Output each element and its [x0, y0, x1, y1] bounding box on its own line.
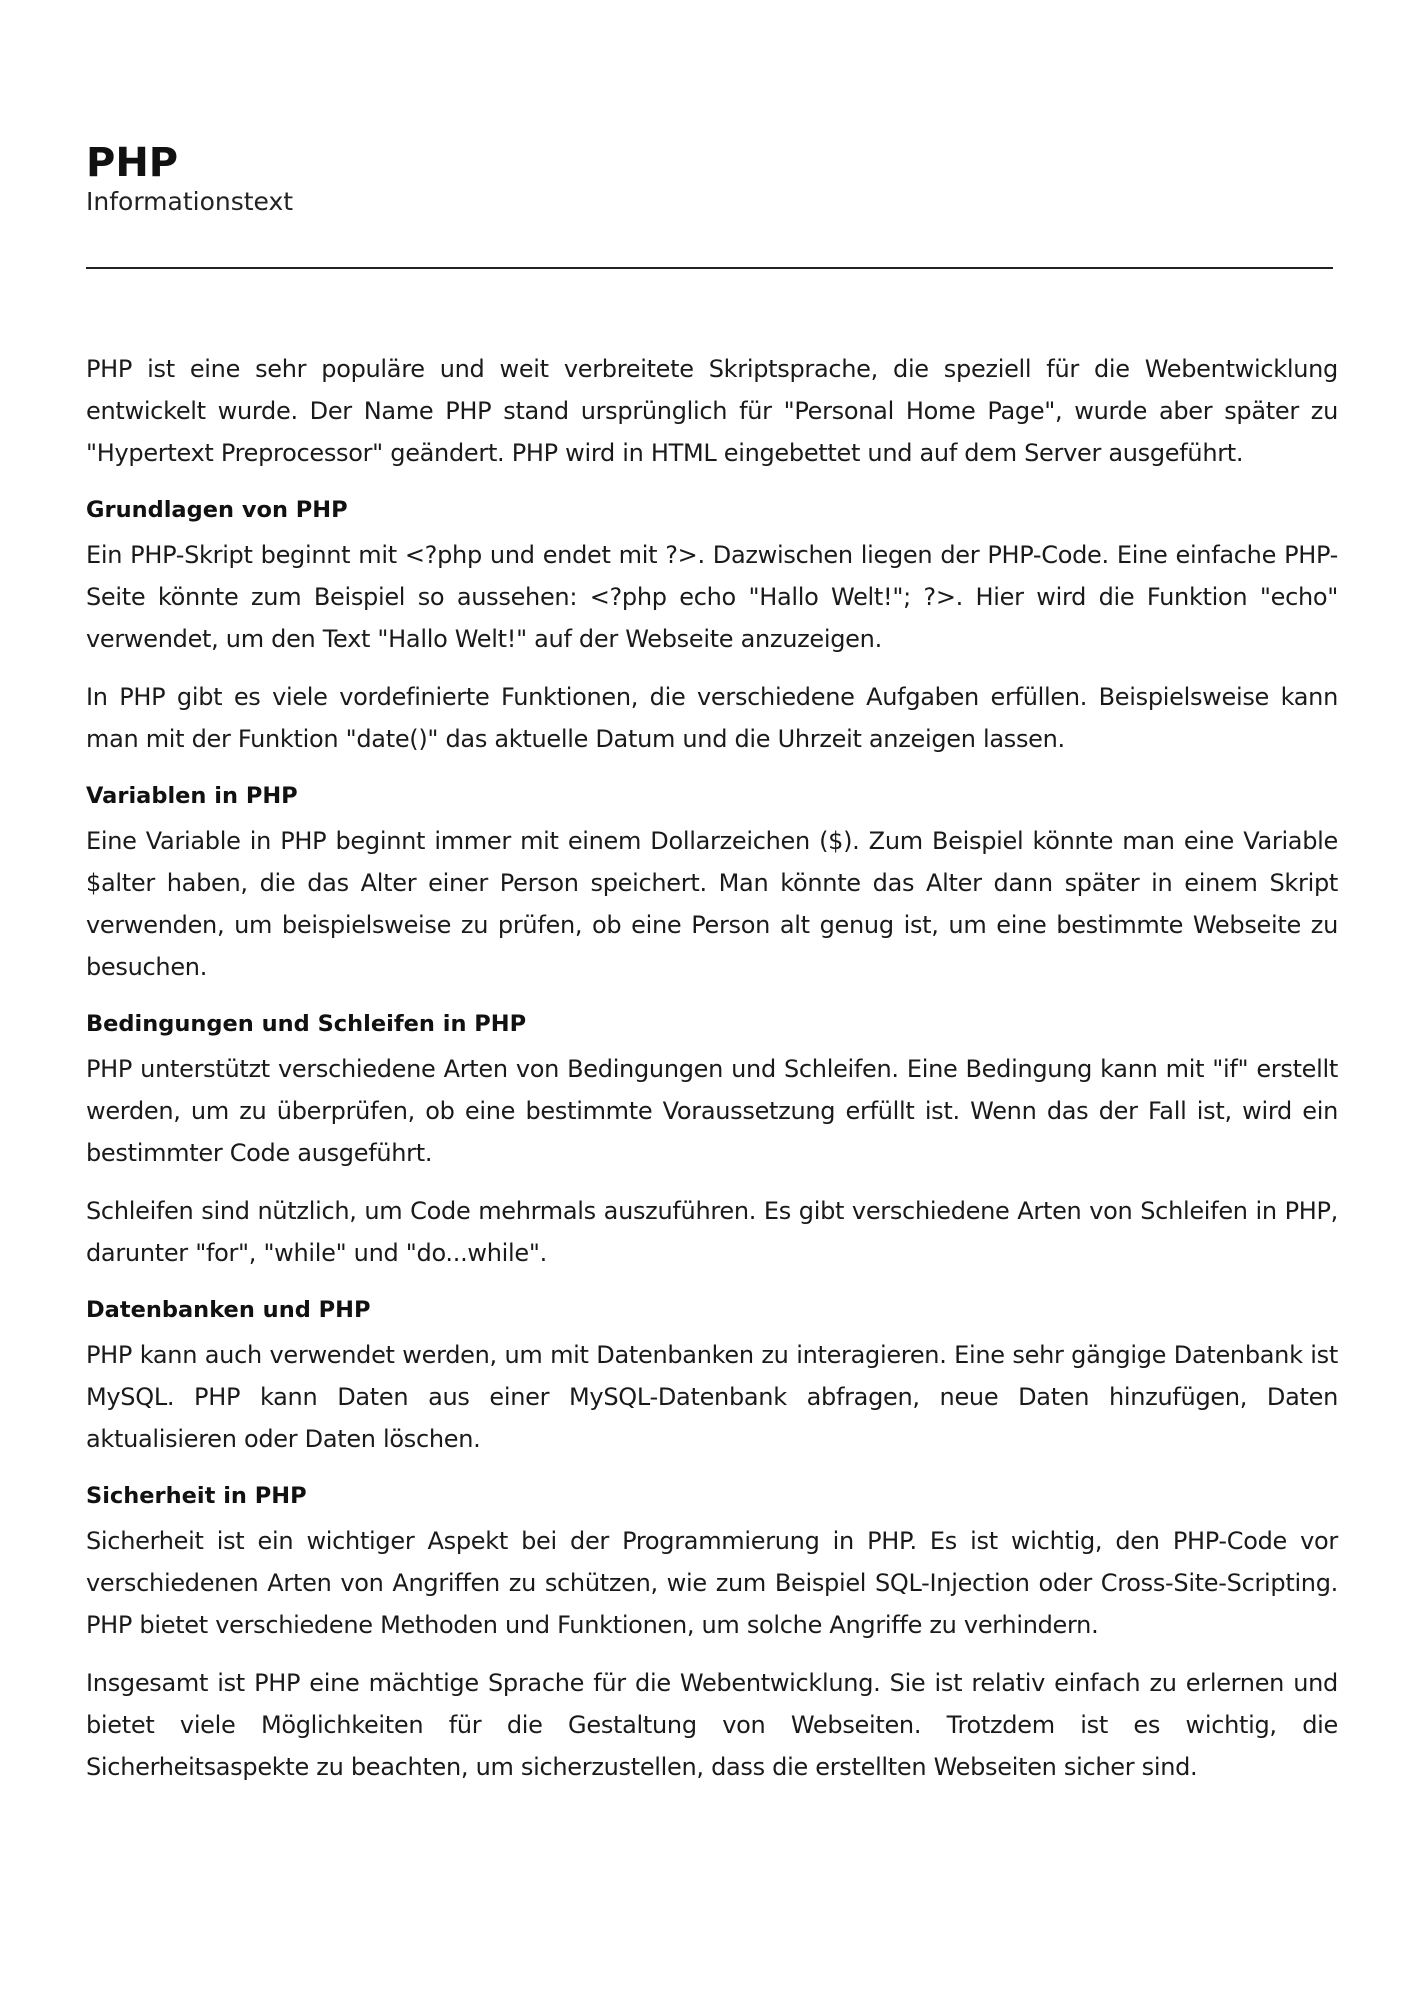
- title-divider: [86, 267, 1333, 269]
- paragraph-grundlagen-1: Ein PHP-Skript beginnt mit <?php und endet mit ?>. Dazwischen liegen der PHP-Code. Eine einfache PHP-Seite könnte zum Beispiel so aussehen: <?php echo "Hallo Welt!"; ?>. Hier wird die Funktion "echo" verwendet, um den Text "Hallo Welt!" auf der Webseite anzuzeigen.: [86, 541, 1338, 653]
- heading-variablen: Variablen in PHP: [86, 783, 298, 809]
- paragraph-bedingungen-2: Schleifen sind nützlich, um Code mehrmals auszuführen. Es gibt verschiedene Arten von Schleifen in PHP, darunter "for", "while" und "do...while".: [86, 1197, 1338, 1267]
- document-title: PHP: [86, 140, 179, 186]
- paragraph-fazit: Insgesamt ist PHP eine mächtige Sprache für die Webentwicklung. Sie ist relativ einfach zu erlernen und bietet viele Möglichkeiten für die Gestaltung von Webseiten. Trotzdem ist es wichtig, die Sicherheitsaspekte zu beachten, um sicherzustellen, dass die erstellten Webseiten sicher sind.: [86, 1669, 1338, 1781]
- paragraph-bedingungen-1: PHP unterstützt verschiedene Arten von Bedingungen und Schleifen. Eine Bedingung kann mit "if" erstellt werden, um zu überprüfen, ob eine bestimmte Voraussetzung erfüllt ist. Wenn das der Fall ist, wird ein bestimmter Code ausgeführt.: [86, 1055, 1338, 1167]
- paragraph-datenbanken: PHP kann auch verwendet werden, um mit Datenbanken zu interagieren. Eine sehr gängige Datenbank ist MySQL. PHP kann Daten aus einer MySQL-Datenbank abfragen, neue Daten hinzufügen, Daten aktualisieren oder Daten löschen.: [86, 1341, 1338, 1453]
- document-body: [86, 348, 1338, 1804]
- document-page: [86, 140, 1338, 1781]
- heading-sicherheit: Sicherheit in PHP: [86, 1483, 307, 1509]
- intro-paragraph: PHP ist eine sehr populäre und weit verbreitete Skriptsprache, die speziell für die Webentwicklung entwickelt wurde. Der Name PHP stand ursprünglich für "Personal Home Page", wurde aber später zu "Hypertext Preprocessor" geändert. PHP wird in HTML eingebettet und auf dem Server ausgeführt.: [86, 355, 1338, 467]
- paragraph-variablen: Eine Variable in PHP beginnt immer mit einem Dollarzeichen ($). Zum Beispiel könnte man eine Variable $alter haben, die das Alter einer Person speichert. Man könnte das Alter dann später in einem Skript verwenden, um beispielsweise zu prüfen, ob eine Person alt genug ist, um eine bestimmte Webseite zu besuchen.: [86, 827, 1338, 981]
- heading-bedingungen: Bedingungen und Schleifen in PHP: [86, 1011, 527, 1037]
- heading-datenbanken: Datenbanken und PHP: [86, 1297, 371, 1323]
- paragraph-sicherheit: Sicherheit ist ein wichtiger Aspekt bei der Programmierung in PHP. Es ist wichtig, den PHP-Code vor verschiedenen Arten von Angriffen zu schützen, wie zum Beispiel SQL-Injection oder Cross-Site-Scripting. PHP bietet verschiedene Methoden und Funktionen, um solche Angriffe zu verhindern.: [86, 1527, 1338, 1639]
- document-subtitle: Informationstext: [86, 187, 294, 216]
- paragraph-grundlagen-2: In PHP gibt es viele vordefinierte Funktionen, die verschiedene Aufgaben erfüllen. Beispielsweise kann man mit der Funktion "date()" das aktuelle Datum und die Uhrzeit anzeigen lassen.: [86, 683, 1338, 753]
- heading-grundlagen: Grundlagen von PHP: [86, 497, 348, 523]
